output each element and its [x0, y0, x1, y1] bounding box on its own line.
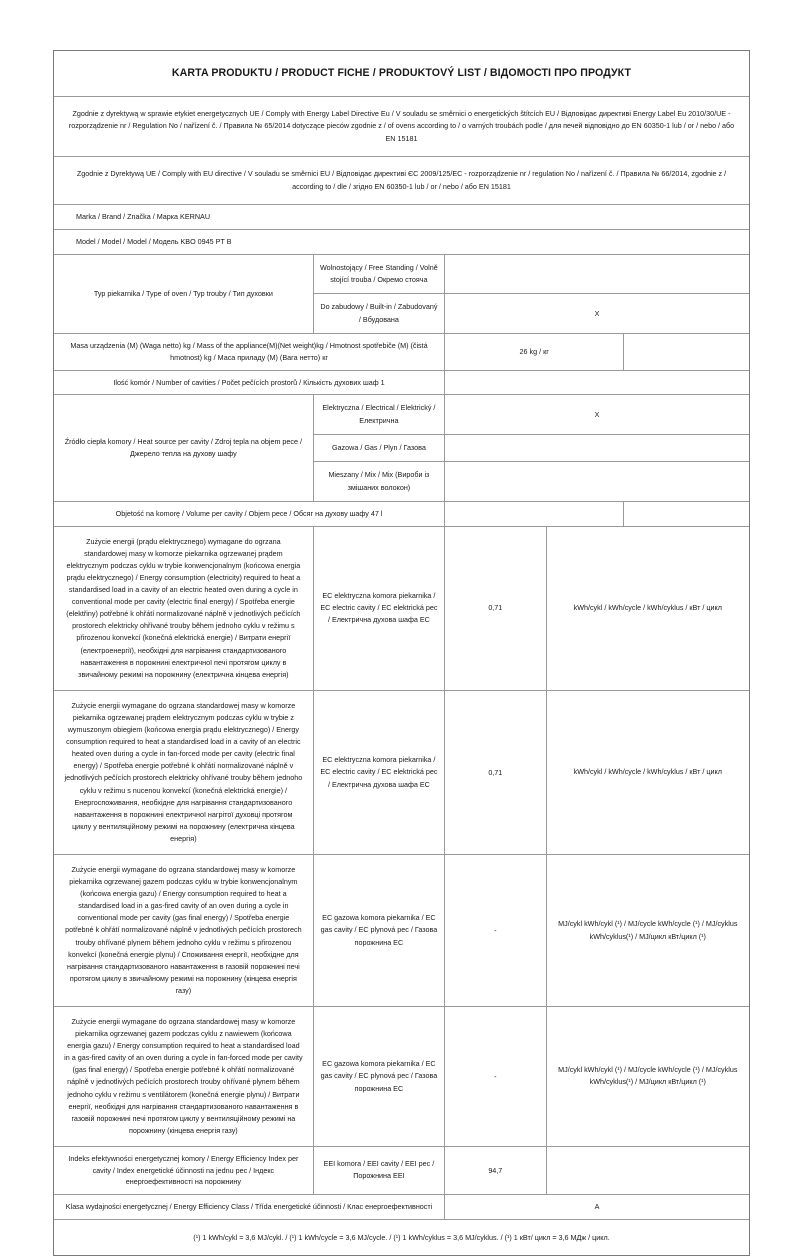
table-row-ec-gas-conventional	[54, 854, 749, 1006]
ec-gas-fanforced-symbol: EC gazowa komora piekarnika / EC gas cavity / EC plynová pec / Газова порожнина EC	[313, 1007, 444, 1147]
oven-type-option-free-standing-mark	[445, 254, 749, 294]
table-row-oven-type-free-standing	[54, 254, 749, 294]
table-row-mass	[54, 334, 749, 370]
ec-gas-conventional-label: Zużycie energii wymagane do ogrzana standardowej masy w komorze piekarnika ogrzewanej gazem podczas cyklu w trybie konwencjonalnym (końcowa energia gazu) / Energy consumption required to heat a standardised load in a gas-fired cavity of an oven during a cycle in conventional mode per cavity (gas final energy) / Spotřeba energie potřebné k ohřátí normalizované náplně v jednotlivých pečících prostorech trouby ohřívané plynem během jednoho cyklu v režimu s přirozenou konvekcí (konečná energie plynu) / Споживання енергії, необхідне для нагрівання стандартизованого навантаження в газовій порожнині печі протягом циклу в звичайному режимі на порожнину (кінцева енергія газу)	[54, 854, 313, 1006]
table-row-volume	[54, 502, 749, 527]
heat-source-option-mix-label: Mieszany / Mix / Mix (Вироби із змішаних волокон)	[313, 462, 444, 502]
mass-empty-cell	[624, 334, 749, 370]
footnote-text: (¹) 1 kWh/cykl = 3,6 MJ/cykl. / (¹) 1 kWh/cycle = 3,6 MJ/cycle. / (¹) 1 kWh/cyklus = 3,6 MJ/cyklus. / (¹) 1 кВт/ цикл = 3,6 МДж / цикл.	[54, 1219, 749, 1255]
table-row-directive-ecodesign	[54, 157, 749, 205]
eei-value: 94,7	[445, 1146, 546, 1194]
mass-value: 26 kg / кг	[445, 334, 624, 370]
table-row-ec-electric-fanforced	[54, 690, 749, 854]
volume-empty-cell-a	[445, 502, 624, 527]
oven-type-option-built-in-label: Do zabudowy / Built-in / Zabudovaný / Вбудована	[313, 294, 444, 334]
cavities-empty-cell	[445, 370, 749, 395]
ec-gas-fanforced-label: Zużycie energii wymagane do ogrzana standardowej masy w komorze piekarnika ogrzewanej gazem podczas cyklu z nawiewem (końcowa energia gazu) / Energy consumption required to heat a standardised load in a gas-fired cavity of an oven during a cycle in fan-forced mode per cavity (gas final energy) / Spotřeba energie potřebné k ohřátí normalizované náplně v jednotlivých pečících prostorech trouby ohřívané plynem během jednoho cyklu v režimu s ventilátorem (konečná energie plynu) / Витрати енергії, необхідні для нагрівання стандартизованого навантаження в газовій порожнині печі протягом циклу у вентиляційному режимі на порожнину (кінцева енергія газу)	[54, 1007, 313, 1147]
eei-empty-cell	[546, 1146, 749, 1194]
table-row-ec-electric-conventional	[54, 526, 749, 690]
heat-source-option-mix-mark	[445, 462, 749, 502]
ec-electric-fanforced-label: Zużycie energii wymagane do ogrzana standardowej masy w komorze piekarnika ogrzewanej prądem elektrycznym podczas cyklu w trybie z wymuszonym obiegiem (końcowa energia prądu elektrycznego) / Energy consumption required to heat a standardised load in a cavity of an electric heated oven during a cycle in fan-forced mode per cavity (electric final energy) / Spotřeba energie potřebné k ohřátí normalizované náplně v jednotlivých pečících prostorech elektricky ohřívané trouby během jednoho cyklu v režimu s nucenou konvekcí (konečná elektrická energie) / Енергоспоживання, необхідне для нагрівання стандартизованого навантаження в порожнині електричної нагрітої духовці протягом циклу у вентиляційному режимі на порожнину (електрична кінцева енергія)	[54, 690, 313, 854]
energy-class-value: A	[445, 1194, 749, 1219]
table-row-title	[54, 51, 749, 96]
cavities-label: Ilość komór / Number of cavities / Počet pečících prostorů / Кількість духових шаф 1	[54, 370, 445, 395]
brand-label: Marka / Brand / Značka / Марка KERNAU	[54, 205, 749, 230]
ec-electric-fanforced-symbol: EC elektryczna komora piekarnika / EC electric cavity / EC elektrická pec / Електрична духова шафа EC	[313, 690, 444, 854]
oven-type-option-built-in-mark: X	[445, 294, 749, 334]
product-fiche-sheet	[53, 50, 750, 1256]
energy-class-label: Klasa wydajności energetycznej / Energy Efficiency Class / Třída energetické účinnosti / Клас енергоефективності	[54, 1194, 445, 1219]
heat-source-option-electrical-label: Elektryczna / Electrical / Elektrický / Електрична	[313, 395, 444, 435]
ec-gas-conventional-value: -	[445, 854, 546, 1006]
table-row-ec-gas-fanforced	[54, 1007, 749, 1147]
ec-electric-fanforced-unit: kWh/cykl / kWh/cycle / kWh/cyklus / кВт / цикл	[546, 690, 749, 854]
ec-electric-conventional-symbol: EC elektryczna komora piekarnika / EC electric cavity / EC elektrická pec / Електрична духова шафа EC	[313, 526, 444, 690]
ec-electric-conventional-unit: kWh/cykl / kWh/cycle / kWh/cyklus / кВт / цикл	[546, 526, 749, 690]
ec-gas-conventional-symbol: EC gazowa komora piekarnika / EC gas cavity / EC plynová pec / Газова порожнина EC	[313, 854, 444, 1006]
heat-source-option-gas-mark	[445, 434, 749, 461]
volume-empty-cell-b	[624, 502, 749, 527]
mass-label: Masa urządzenia (M) (Waga netto) kg / Mass of the appliance(M)(Net weight)kg / Hmotnost spotřebiče (M) (čistá hmotnost) kg / Маса приладу (M) (Вага нетто) кг	[54, 334, 445, 370]
oven-type-label: Typ piekarnika / Type of oven / Typ trouby / Тип духовки	[54, 254, 313, 334]
table-row-energy-class	[54, 1194, 749, 1219]
directive-energy-label-text: Zgodnie z dyrektywą w sprawie etykiet energetycznych UE / Comply with Energy Label Directive Eu / V souladu se směrnici o energetických štítcích EU / Відповідає директиві Energy Label Eu 2010/30/UE - rozporządzenie nr / Regulation No / nařízení č. / Правила № 65/2014 dotyczące pieców zgodnie z / of ovens according to / o varných troubách podle / для печей відповідно до EN 60350-1 lub / or / nebo / або EN 15181	[54, 96, 749, 157]
heat-source-option-gas-label: Gazowa / Gas / Plyn / Газова	[313, 434, 444, 461]
ec-electric-conventional-label: Zużycie energii (prądu elektrycznego) wymagane do ogrzana standardowej masy w komorze piekarnika ogrzewanej prądem elektrycznym podczas cyklu w trybie konwencjonalnym (końcowa energia prądu elektrycznego) / Energy consumption (electricity) required to heat a standardised load in a cavity of an electric heated oven during a cycle in conventional mode per cavity (electric final energy) / Spotřeba energie (elektřiny) potřebné k ohřátí normalizované náplně v jednotlivých pečících prostorech elektricky ohřívané trouby během jednoho cyklu v režimu s přirozenou konvekcí (konečná elektrická energie) / Витрати енергії (електроенергії), необхідні для нагрівання стандартизованого навантаження в порожнині електричної печі протягом циклу в звичайному режимі на порожнину (електрична кінцева енергія)	[54, 526, 313, 690]
ec-gas-fanforced-value: -	[445, 1007, 546, 1147]
table-row-footnote	[54, 1219, 749, 1255]
model-label: Model / Model / Model / Модель KBO 0945 PT B	[54, 230, 749, 255]
table-row-model	[54, 230, 749, 255]
directive-ecodesign-text: Zgodnie z Dyrektywą UE / Comply with EU directive / V souladu se směrnici EU / Відповідає директиві ЄС 2009/125/EC - rozporządzenie nr / regulation No / nařízení č. / Правила № 66/2014, zgodnie z / according to / dle / згідно EN 60350-1 lub / or / nebo / або EN 15181	[54, 157, 749, 205]
product-fiche-table	[54, 51, 749, 1255]
ec-gas-fanforced-unit: MJ/cykl kWh/cykl (¹) / MJ/cycle kWh/cycle (¹) / MJ/cyklus kWh/cyklus(¹) / MJ/цикл кВт/цикл (¹)	[546, 1007, 749, 1147]
table-row-directive-energy-label	[54, 96, 749, 157]
eei-label: Indeks efektywności energetycznej komory / Energy Efficiency Index per cavity / Index energetické účinnosti na jednu pec / Індекс енергоефективності на порожнину	[54, 1146, 313, 1194]
oven-type-option-free-standing-label: Wolnostojący / Free Standing / Volně stojící trouba / Окремо стояча	[313, 254, 444, 294]
page-title: KARTA PRODUKTU / PRODUCT FICHE / PRODUKTOVÝ LIST / ВІДОМОСТІ ПРО ПРОДУКТ	[54, 51, 749, 96]
heat-source-label: Źródło ciepła komory / Heat source per cavity / Zdroj tepla na objem pece / Джерело тепла на духову шафу	[54, 395, 313, 502]
table-row-heat-source-electrical	[54, 395, 749, 435]
table-row-eei	[54, 1146, 749, 1194]
ec-electric-conventional-value: 0,71	[445, 526, 546, 690]
table-row-brand	[54, 205, 749, 230]
ec-gas-conventional-unit: MJ/cykl kWh/cykl (¹) / MJ/cycle kWh/cycle (¹) / MJ/cyklus kWh/cyklus(¹) / MJ/цикл кВт/цикл (¹)	[546, 854, 749, 1006]
heat-source-option-electrical-mark: X	[445, 395, 749, 435]
ec-electric-fanforced-value: 0,71	[445, 690, 546, 854]
volume-label: Objetość na komorę / Volume per cavity / Objem pece / Обсяг на духову шафу 47 l	[54, 502, 445, 527]
table-row-number-of-cavities	[54, 370, 749, 395]
eei-symbol: EEI komora / EEI cavity / EEI pec / Порожнина EEI	[313, 1146, 444, 1194]
